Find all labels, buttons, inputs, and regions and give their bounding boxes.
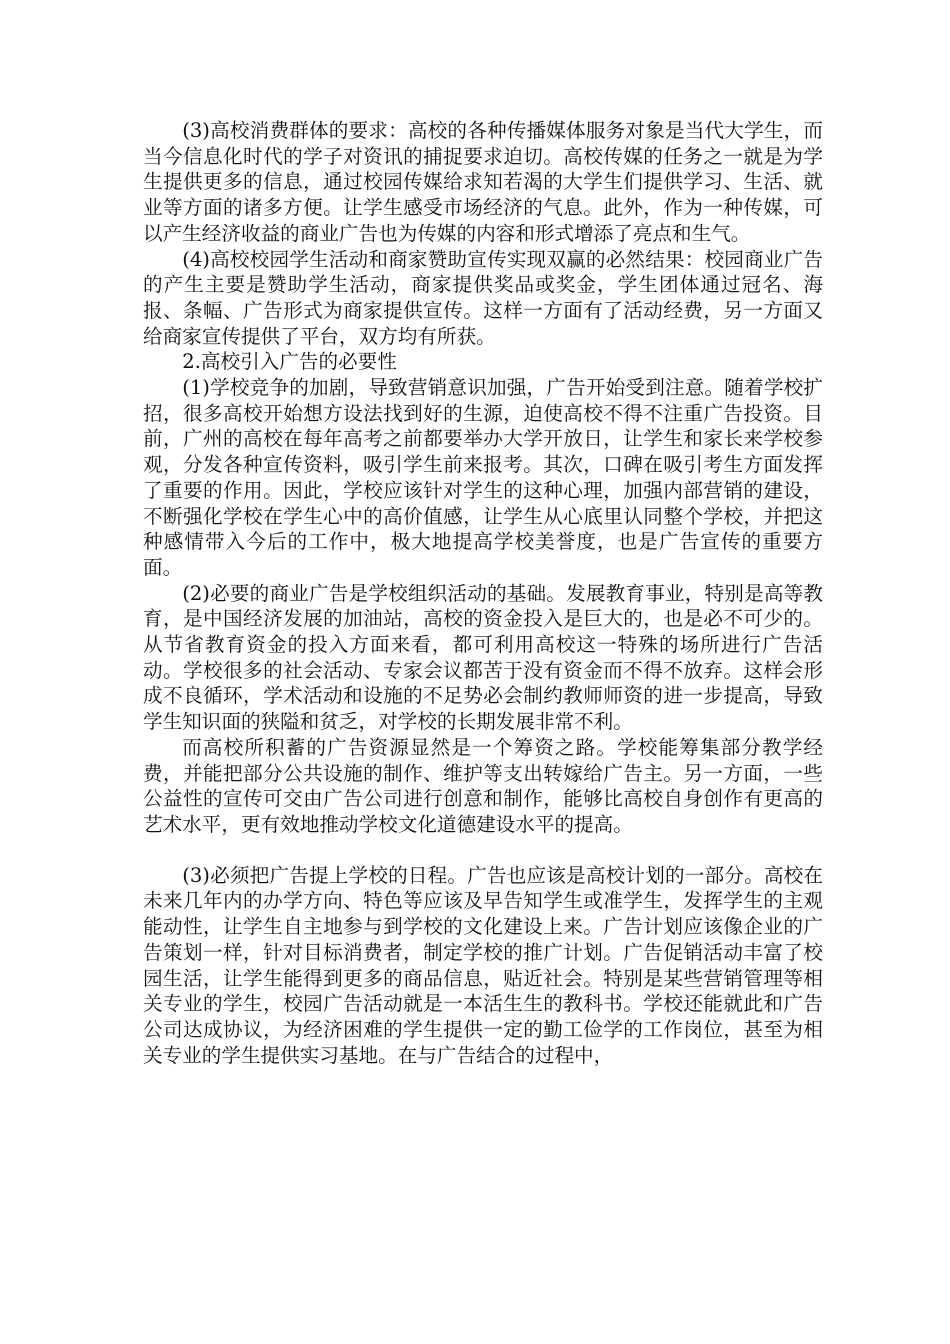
paragraph-ad-resources: 而高校所积蓄的广告资源显然是一个筹资之路。学校能筹集部分教学经费，并能把部分公共设施的制作、维护等支出转嫁给广告主。另一方面，一些公益性的宣传可交由广告公司进行创意和制作，能够比高校自身创作有更高的艺术水平，更有效地推动学校文化道德建设水平的提高。 [143,735,823,836]
section-heading-necessity: 2.高校引入广告的必要性 [182,350,397,374]
paragraph-commercial-ads: (2)必要的商业广告是学校组织活动的基础。发展教育事业，特别是高等教育，是中国经济发展的加油站，高校的资金投入是巨大的，也是必不可少的。从节省教育资金的投入方面来看，都可利用高校这一特殊的场所进行广告活动。学校很多的社会活动、专家会议都苦于没有资金而不得不放弃。这样会形成不良循环，学术活动和设施的不足势必会制约教师师资的进一步提高，导致学生知识面的狭隘和贫乏，对学校的长期发展非常不利。 [143,581,823,734]
paragraph-win-win: (4)高校校园学生活动和商家赞助宣传实现双赢的必然结果：校园商业广告的产生主要是赞助学生活动，商家提供奖品或奖金，学生团体通过冠名、海报、条幅、广告形式为商家提供宣传。这样一方面有了活动经费，另一方面又给商家宣传提供了平台，双方均有所获。 [143,247,823,348]
paragraph-schedule: (3)必须把广告提上学校的日程。广告也应该是高校计划的一部分。高校在未来几年内的办学方向、特色等应该及早告知学生或准学生，发挥学生的主观能动性，让学生自主地参与到学校的文化建设上来。广告计划应该像企业的广告策划一样，针对目标消费者，制定学校的推广计划。广告促销活动丰富了校园生活，让学生能得到更多的商品信息，贴近社会。特别是某些营销管理等相关专业的学生，校园广告活动就是一本活生生的教科书。学校还能就此和广告公司达成协议，为经济困难的学生提供一定的勤工俭学的工作岗位，甚至为相关专业的学生提供实习基地。在与广告结合的过程中， [143,863,823,1067]
document-body [143,118,823,1068]
paragraph-consumer-group: (3)高校消费群体的要求：高校的各种传播媒体服务对象是当代大学生，而当今信息化时代的学子对资讯的捕捉要求迫切。高校传媒的任务之一就是为学生提供更多的信息，通过校园传媒给求知若渴的大学生们提供学习、生活、就业等方面的诸多方便。让学生感受市场经济的气息。此外，作为一种传媒，可以产生经济收益的商业广告也为传媒的内容和形式增添了亮点和生气。 [143,119,823,245]
paragraph-competition: (1)学校竞争的加剧，导致营销意识加强，广告开始受到注意。随着学校扩招，很多高校开始想方设法找到好的生源，迫使高校不得不注重广告投资。目前，广州的高校在每年高考之前都要举办大学开放日，让学生和家长来学校参观，分发各种宣传资料，吸引学生前来报考。其次，口碑在吸引考生方面发挥了重要的作用。因此，学校应该针对学生的这种心理，加强内部营销的建设，不断强化学校在学生心中的高价值感，让学生从心底里认同整个学校，并把这种感情带入今后的工作中，极大地提高学校美誉度，也是广告宣传的重要方面。 [143,376,823,579]
